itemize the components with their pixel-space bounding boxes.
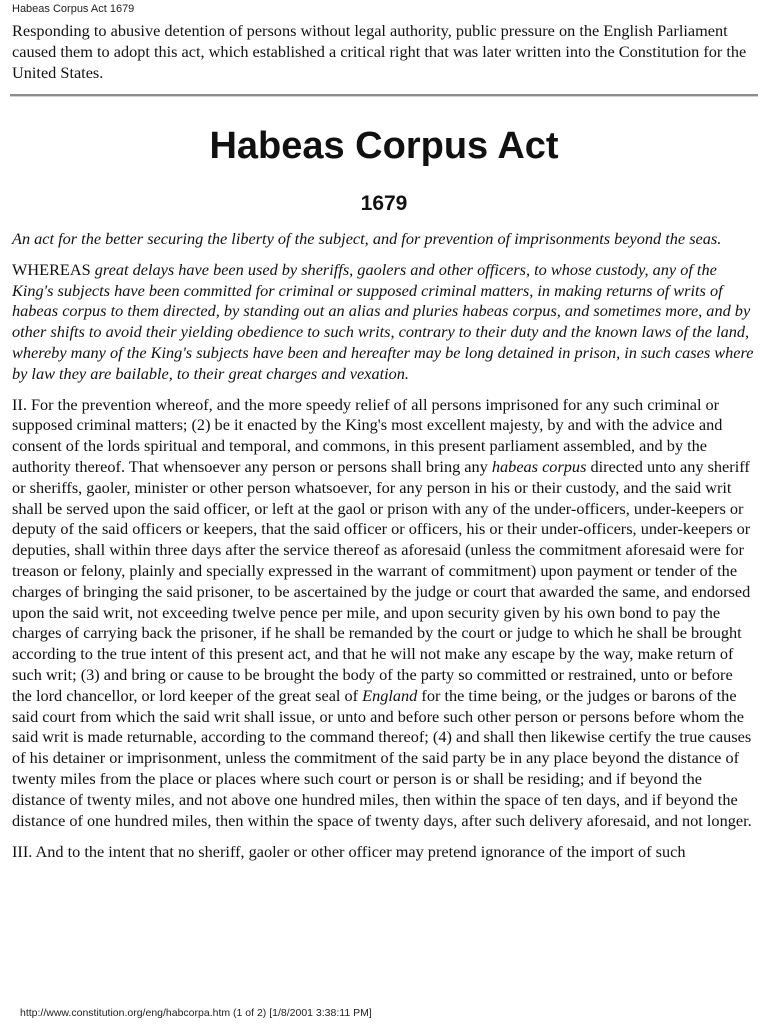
- intro-paragraph: Responding to abusive detention of persons without legal authority, public pressure on the English Parliament caused them to adopt this act, which established a critical right that was later written into the Constitution for the United States.: [12, 21, 747, 82]
- whereas-text: great delays have been used by sheriffs, gaolers and other officers, to whose custody, any of the King's subjects have been committed for criminal or supposed criminal matters, in making returns of writs of habeas corpus to them directed, by standing out an alias and pluries habeas corpus, and sometimes more, and by other shifts to avoid their yielding obedience to such writs, contrary to their duty and the known laws of the land, whereby many of the King's subjects have been and hereafter may be long detained in prison, in such cases where by law they are bailable, to their great charges and vexation.: [12, 259, 754, 383]
- section-2-emphasis-habeas: habeas corpus: [491, 456, 587, 476]
- document-title: Habeas Corpus Act: [209, 125, 559, 167]
- section-2-emphasis-england: England: [362, 685, 418, 705]
- whereas-paragraph: [12, 260, 756, 385]
- whereas-lead: WHEREAS: [12, 259, 91, 279]
- act-subtitle-text: An act for the better securing the liberty of the subject, and for prevention of imprisonments beyond the seas.: [12, 229, 722, 248]
- section-2-text-3: for the time being, or the judges or barons of the said court from which the said writ shall issue, or unto and before such other person or persons before whom the said writ is made returnable, according to the command thereof; (4) and shall then likewise certify the true causes of his detainer or imprisonment, unless the commitment of the said party be in any place beyond the distance of twenty miles from the place or places where such court or person is or shall be residing; and if beyond the distance of twenty miles, and not above one hundred miles, then within the space of ten days, and if beyond the distance of one hundred miles, then within the space of twenty days, after such delivery aforesaid, and not longer.: [12, 685, 752, 830]
- page-footer-url: http://www.constitution.org/eng/habcorpa.htm (1 of 2) [1/8/2001 3:38:11 PM]: [20, 1007, 372, 1019]
- document-body: [12, 20, 756, 863]
- section-2-text-1: II. For the prevention whereof, and the more speedy relief of all persons imprisoned for any such criminal or supposed criminal matters; (2) be it enacted by the King's most excellent majesty, by and with the advice and consent of the lords spiritual and temporal, and commons, in this present parliament assembled, and by the authority thereof. That whensoever any person or persons shall bring any: [12, 394, 723, 476]
- section-3-paragraph: III. And to the intent that no sheriff, gaoler or other officer may pretend ignorance of the import of such: [12, 842, 686, 862]
- section-2-text-2: directed unto any sheriff or sheriffs, gaoler, minister or other person whatsoever, for any person in his or their custody, and the said writ shall be served upon the said officer, or left at the gaol or prison with any of the under-officers, under-keepers or deputy of the said officers or keepers, that the said officer or officers, his or their under-officers, under-keepers or deputies, shall within three days after the service thereof as aforesaid (unless the commitment aforesaid were for treason or felony, plainly and specially expressed in the warrant of commitment) upon payment or tender of the charges of bringing the said prisoner, to be ascertained by the judge or court that awarded the same, and endorsed upon the said writ, not exceeding twelve pence per mile, and upon security given by his own bond to pay the charges of carrying back the prisoner, if he shall be remanded by the court or judge to which he shall be brought according to the true intent of this present act, and that he will not make any escape by the way, make return of such writ; (3) and bring or cause to be brought the body of the party so committed or restrained, unto or before the lord chancellor, or lord keeper of the great seal of: [12, 456, 751, 705]
- section-2-paragraph: [12, 395, 756, 832]
- act-subtitle: [12, 229, 756, 250]
- document-year: 1679: [360, 192, 408, 215]
- page-header-title: Habeas Corpus Act 1679: [12, 3, 135, 15]
- horizontal-divider: [10, 94, 758, 97]
